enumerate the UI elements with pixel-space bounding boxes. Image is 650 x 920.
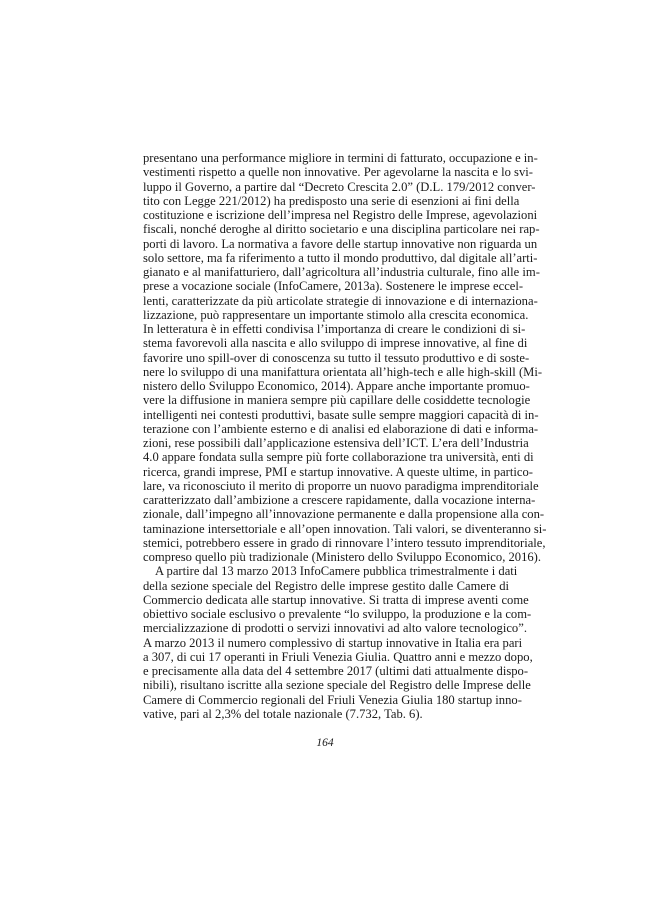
text-line: lizzazione, può rappresentare un importante stimolo alla crescita economica. <box>143 307 529 322</box>
text-line: nere lo sviluppo di una manifattura orientata all’high-tech e alle high-skill (Mi- <box>143 364 543 379</box>
text-line: obiettivo sociale esclusivo o prevalente “lo sviluppo, la produzione e la com- <box>143 607 532 621</box>
text-line: e precisamente alla data del 4 settembre 2017 (ultimi dati attualmente dispo- <box>143 664 529 678</box>
text-line: prese a vocazione sociale (InfoCamere, 2013a). Sostenere le imprese eccel- <box>143 279 524 294</box>
text-line: presentano una performance migliore in termini di fatturato, occupazione e in- <box>143 151 538 165</box>
text-line: A partire dal 13 marzo 2013 InfoCamere pubblica trimestralmente i dati <box>155 564 518 579</box>
text-line: favorire uno spill-over di conoscenza su tutto il tessuto produttivo e di soste- <box>143 350 530 365</box>
text-line: stemici, potrebbero essere in grado di rinnovare l’intero tessuto imprenditoriale, <box>143 535 546 550</box>
text-line: della sezione speciale del Registro delle imprese gestito dalle Camere di <box>143 578 509 593</box>
body-text <box>143 151 547 721</box>
text-line: vative, pari al 2,3% del totale nazionale (7.732, Tab. 6). <box>143 706 423 721</box>
text-line: nibili), risultano iscritte alla sezione speciale del Registro delle Imprese delle <box>143 678 531 693</box>
text-line: lenti, caratterizzate da più articolate strategie di innovazione e di internaziona- <box>143 293 538 308</box>
text-line: nistero dello Sviluppo Economico, 2014). Appare anche importante promuo- <box>143 379 530 393</box>
text-line: vestimenti rispetto a quelle non innovative. Per agevolarne la nascita e lo svi- <box>143 165 533 180</box>
text-line: a 307, di cui 17 operanti in Friuli Venezia Giulia. Quattro anni e mezzo dopo, <box>143 649 533 664</box>
text-line: zioni, rese possibili dall’applicazione estensiva dell’ICT. L’era dell’Industria <box>143 436 529 450</box>
text-line: Commercio dedicata alle startup innovative. Si tratta di imprese aventi come <box>143 592 529 607</box>
text-line: taminazione intersettoriale e all’open innovation. Tali valori, se diventeranno si- <box>143 521 547 536</box>
text-line: compreso quello più tradizionale (Ministero dello Sviluppo Economico, 2016). <box>143 550 542 564</box>
text-line: intelligenti nei contesti produttivi, basate sulle sempre maggiori capacità di in- <box>143 407 539 422</box>
text-line: fiscali, nonché deroghe al diritto societario e una disciplina particolare nei rap- <box>143 222 540 237</box>
paragraph-2 <box>143 564 533 721</box>
text-line: terazione con l’ambiente esterno e di analisi ed elaborazione di dati e informa- <box>143 421 539 436</box>
text-line: solo settore, ma fa riferimento a tutto il mondo produttivo, dal digitale all’arti- <box>143 250 538 265</box>
text-line: zionale, dall’impegno all’innovazione permanente e dalla propensione alla con- <box>143 507 545 522</box>
text-line: ricerca, grandi imprese, PMI e startup innovative. A queste ultime, in partico- <box>143 464 533 479</box>
text-line: 4.0 appare fondata sulla sempre più forte collaborazione tra università, enti di <box>143 450 534 465</box>
text-line: costituzione e iscrizione dell’impresa nel Registro delle Imprese, agevolazioni <box>143 208 538 222</box>
text-line: lare, va riconosciuto il merito di proporre un nuovo paradigma imprenditoriale <box>143 478 539 493</box>
text-line: In letteratura è in effetti condivisa l’importanza di creare le condizioni di si- <box>143 322 526 336</box>
page-number: 164 <box>316 737 334 749</box>
text-line: caratterizzato dall’ambizione a crescere rapidamente, dalla vocazione interna- <box>143 493 536 507</box>
text-line: stema favorevoli alla nascita e allo sviluppo di imprese innovative, al fine di <box>143 336 528 351</box>
text-line: vere la diffusione in maniera sempre più capillare delle cosiddette tecnologie <box>143 393 531 408</box>
paragraph-1 <box>143 151 547 564</box>
text-line: Camere di Commercio regionali del Friuli Venezia Giulia 180 startup inno- <box>143 692 522 707</box>
text-line: gianato e al manifatturiero, dall’agricoltura all’industria culturale, fino alle im- <box>143 265 540 279</box>
text-line: porti di lavoro. La normativa a favore delle startup innovative non riguarda un <box>143 236 538 251</box>
text-line: tito con Legge 221/2012) ha predisposto una serie di esenzioni ai fini della <box>143 193 520 208</box>
text-line: mercializzazione di prodotti o servizi innovativi ad alto valore tecnologico”. <box>143 621 527 636</box>
text-line: luppo il Governo, a partire dal “Decreto Crescita 2.0” (D.L. 179/2012 conver- <box>143 179 536 194</box>
text-line: A marzo 2013 il numero complessivo di startup innovative in Italia era pari <box>143 635 523 650</box>
